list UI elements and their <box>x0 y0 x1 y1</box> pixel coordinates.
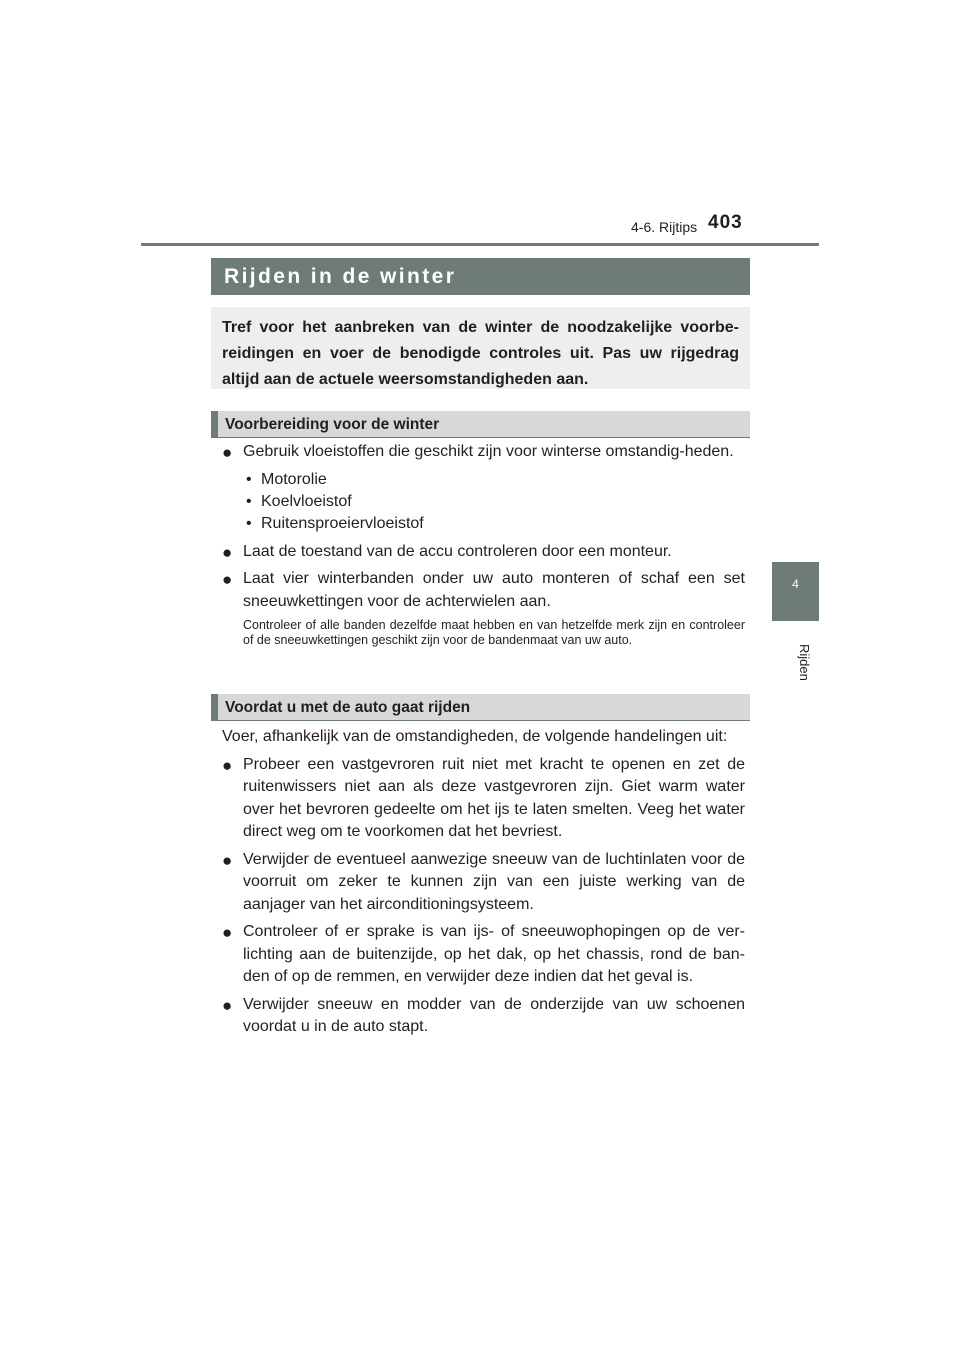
list-item <box>222 994 745 1039</box>
intro-box <box>211 307 750 389</box>
list-item <box>222 754 745 844</box>
sub-list-item-text: Ruitensproeiervloeistof <box>261 514 424 532</box>
list-item-text: Laat de toestand van de accu controleren door een monteur. <box>243 542 672 560</box>
header-rule <box>141 243 819 246</box>
list-item-text: Verwijder de eventueel aanwezige sneeuw van de luchtinlaten voor de voorruit om zeker te kunnen zijn van een juiste werking van de aanjager van het airconditioningsysteem. <box>243 850 745 913</box>
sub-list-item <box>222 491 745 513</box>
list-item <box>222 568 745 613</box>
list-item-text: Laat vier winterbanden onder uw auto monteren of schaf een set sneeuwkettingen voor de achterwielen aan. <box>243 570 745 610</box>
bullet-icon: ● <box>222 923 233 942</box>
sub-bullet-icon: • <box>246 470 252 488</box>
sub-bullet-icon: • <box>246 492 252 510</box>
note-text: Controleer of alle banden dezelfde maat hebben en van hetzelfde merk zijn en controleer of de sneeuwkettingen geschikt zijn voor de bandenmaat van uw auto. <box>243 618 745 647</box>
list-item-text: Controleer of er sprake is van ijs- of sneeuwophopingen op de ver-lichting aan de buitenzijde, op het dak, op het chassis, rond de ban-den of op de remmen, en verwijder deze indien dat het geval is. <box>243 923 745 985</box>
page-number: 403 <box>708 212 743 233</box>
sub-list-item-text: Motorolie <box>261 470 327 488</box>
bullet-icon: ● <box>222 570 233 589</box>
section-body-before-driving <box>222 726 745 1044</box>
intro-text: Tref voor het aanbreken van de winter de noodzakelijke voorbe-reidingen en voer de benodigde controles uit. Pas uw rijgedrag altijd aan de actuele weersomstandigheden aan. <box>222 319 739 388</box>
bullet-icon: ● <box>222 850 233 870</box>
running-header-section: 4-6. Rijtips <box>631 219 698 235</box>
page-title: Rijden in de winter <box>211 258 750 295</box>
sub-list-item <box>222 469 745 491</box>
list-item-text: Gebruik vloeistoffen die geschikt zijn voor winterse omstandig-heden. <box>243 443 734 460</box>
list-item-text: Probeer een vastgevroren ruit niet met kracht te openen en zet de ruitenwissers niet aan als deze vastgevroren zijn. Giet warm water over het bevroren gedeelte om het ijs te laten smelten. Veeg het water direct weg om te voorkomen dat het bevriest. <box>243 755 745 840</box>
bullet-icon: ● <box>222 995 233 1015</box>
sub-list-item <box>222 513 745 535</box>
bullet-icon: ● <box>222 542 233 562</box>
chapter-label: Rijden <box>797 643 812 681</box>
bullet-icon: ● <box>222 443 233 462</box>
list-item <box>222 541 745 564</box>
chapter-number: 4 <box>792 577 799 591</box>
lead-text: Voer, afhankelijk van de omstandigheden, de volgende handelingen uit: <box>222 728 728 745</box>
section-body-preparation <box>222 441 745 648</box>
chapter-tab[interactable] <box>772 562 819 621</box>
section-heading-preparation: Voorbereiding voor de winter <box>211 411 750 438</box>
list-item <box>222 849 745 917</box>
bullet-icon: ● <box>222 755 233 775</box>
sub-bullet-icon: • <box>246 514 252 532</box>
list-item <box>222 921 745 989</box>
sub-list-item-text: Koelvloeistof <box>261 492 352 510</box>
list-item <box>222 441 745 464</box>
section-heading-before-driving: Voordat u met de auto gaat rijden <box>211 694 750 721</box>
list-item-text: Verwijder sneeuw en modder van de onderzijde van uw schoenen voordat u in de auto stapt. <box>243 995 745 1035</box>
